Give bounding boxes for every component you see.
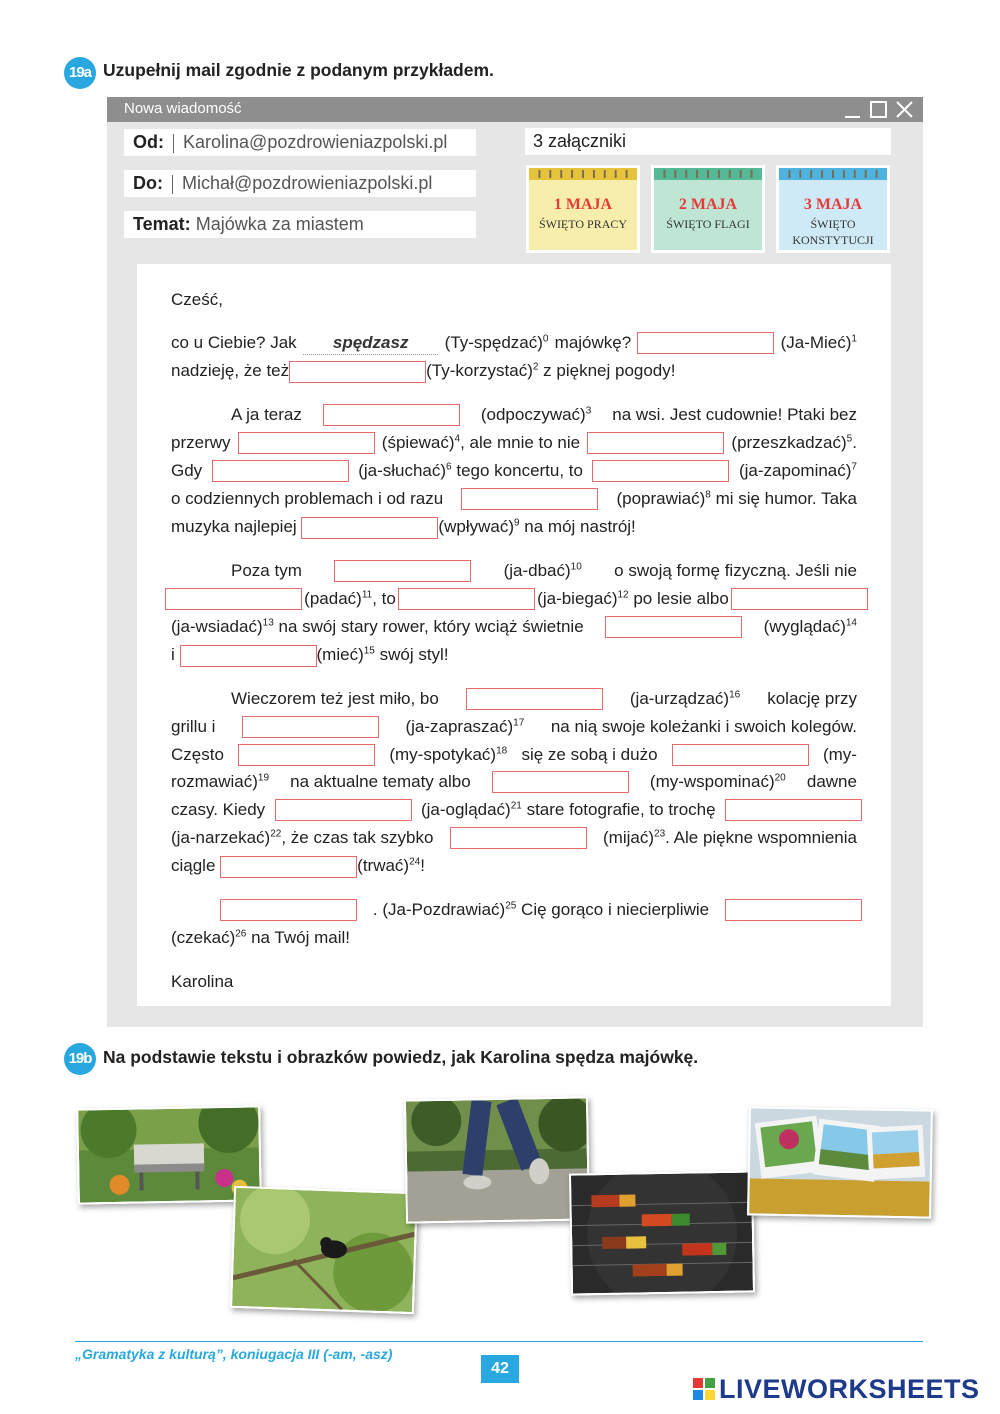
calendar-ring (751, 170, 753, 178)
letter-line: . (Ja-Pozdrawiać)$^{25}$ Cię gorąco i niecierpliwie (220, 899, 862, 921)
from-value: Karolina@pozdrowieniazpolski.pl (183, 132, 448, 152)
calendar-ring (799, 170, 801, 178)
letter-greeting: Cześć, (171, 290, 223, 309)
task-badge-19b: 19b (64, 1043, 96, 1075)
letter-line: ciągle (trwać)$^{24}$! (171, 855, 857, 878)
attachment-date: 3 MAJA (803, 196, 863, 213)
answer-blank-2[interactable] (289, 361, 426, 383)
answer-blank-4[interactable] (238, 432, 375, 454)
answer-blank-16[interactable] (466, 688, 603, 710)
liveworksheets-logo (693, 1374, 980, 1405)
answer-blank-21[interactable] (275, 799, 412, 821)
answer-blank-5[interactable] (587, 432, 724, 454)
letter-line: nadzieję, że też (Ty-korzystać)$^2$ z pięknej pogody! (171, 360, 857, 383)
letter-line: grillu i (ja-zapraszać)$^{17}$ na nią swoje koleżanki i swoich kolegów. (171, 717, 857, 736)
calendar-ring (707, 170, 709, 178)
calendar-ring (821, 170, 823, 178)
subject-label: Temat: (133, 214, 191, 234)
attachment-calendar-2[interactable] (651, 165, 765, 253)
calendar-ring (843, 170, 845, 178)
answer-blank-1[interactable] (637, 332, 774, 354)
letter-line: (czekać)$^{26}$ na Twój mail! (171, 928, 350, 947)
calendar-ring (663, 170, 665, 178)
answer-blank-15[interactable] (180, 645, 317, 667)
letter-line: Poza tym (ja-dbać)$^{10}$ o swoją formę fizyczną. Jeśli nie (231, 561, 857, 580)
letter-line: rozmawiać)$^{19}$ na aktualne tematy albo (my-wspominać)$^{20}$ dawne (171, 772, 857, 791)
answer-blank-6[interactable] (212, 460, 349, 482)
example-answer: spędzasz (303, 332, 439, 355)
task-title-19b: Na podstawie tekstu i obrazków powiedz, jak Karolina spędza majówkę. (103, 1047, 699, 1067)
letter-line: (padać)$^{11}$, to (ja-biegać)$^{12}$ po lesie albo (165, 588, 868, 610)
from-label: Od: (133, 132, 164, 152)
task-badge-19a: 19a (64, 57, 96, 89)
answer-blank-9[interactable] (301, 517, 438, 539)
letter-line: czasy. Kiedy (ja-oglądać)$^{21}$ stare fotografie, to trochę (171, 799, 862, 821)
letter-line: Często (my-spotykać)$^{18}$ się ze sobą i dużo (my- (171, 745, 857, 764)
task-title-19a: Uzupełnij mail zgodnie z podanym przykładem. (103, 60, 494, 80)
calendar-ring (538, 170, 540, 178)
answer-blank-22[interactable] (725, 799, 862, 821)
answer-blank-24[interactable] (220, 856, 357, 878)
attachment-date: 2 MAJA (678, 196, 738, 213)
answer-blank-17[interactable] (242, 716, 379, 738)
letter-line: (ja-narzekać)$^{22}$, że czas tak szybko (mijać)$^{23}$. Ale piękne wspomnienia (171, 828, 857, 847)
calendar-ring (674, 170, 676, 178)
calendar-ring (615, 170, 617, 178)
bird-on-branch-photo (230, 1186, 418, 1314)
calendar-ring (832, 170, 834, 178)
window-title: Nowa wiadomość (124, 100, 242, 117)
subject-value: Majówka za miastem (195, 214, 364, 234)
calendar-rings-icon (779, 168, 887, 180)
calendar-ring (593, 170, 595, 178)
old-photos-photo (747, 1106, 933, 1218)
calendar-ring (696, 170, 698, 178)
calendar-ring (685, 170, 687, 178)
attachment-date: 1 MAJA (553, 196, 613, 213)
answer-blank-19[interactable] (672, 744, 809, 766)
liveworksheets-grid-icon (693, 1378, 715, 1400)
from-field (124, 129, 476, 156)
to-field (124, 170, 476, 197)
footer-divider (75, 1341, 923, 1342)
answer-blank-20[interactable] (492, 771, 629, 793)
answer-blank-14[interactable] (605, 616, 742, 638)
runner-photo (404, 1096, 590, 1223)
maximize-icon[interactable] (869, 100, 888, 119)
calendar-rings-icon (654, 168, 762, 180)
attachment-calendar-3[interactable] (776, 165, 890, 253)
page-number: 42 (481, 1355, 519, 1383)
letter-line: (ja-wsiadać)$^{13}$ na swój stary rower, który wciąż świetnie (wyglądać)$^{14}$ (171, 617, 857, 636)
calendar-ring (865, 170, 867, 178)
answer-blank-7[interactable] (592, 460, 729, 482)
answer-blank-13[interactable] (731, 588, 868, 610)
close-icon[interactable] (895, 100, 914, 119)
calendar-ring (788, 170, 790, 178)
minimize-icon[interactable] (843, 100, 862, 119)
answer-blank-11[interactable] (165, 588, 302, 610)
calendar-ring (626, 170, 628, 178)
calendar-ring (571, 170, 573, 178)
answer-blank-3[interactable] (323, 404, 460, 426)
attachment-name: ŚWIĘTO PRACY (538, 217, 628, 231)
window-titlebar (107, 97, 923, 122)
letter-line: co u Ciebie? Jak spędzasz (Ty-spędzać)$^0$ majówkę? (Ja-Mieć)$^1$ (171, 332, 857, 355)
attachments-label: 3 załączniki (525, 128, 891, 155)
to-label: Do: (133, 173, 163, 193)
brand-name: LIVEWORKSHEETS (719, 1374, 980, 1404)
answer-blank-12[interactable] (398, 588, 535, 610)
answer-blank-26[interactable] (725, 899, 862, 921)
calendar-ring (582, 170, 584, 178)
letter-line: i (mieć)$^{15}$ swój styl! (171, 644, 857, 667)
letter-line: o codziennych problemach i od razu (poprawiać)$^8$ mi się humor. Taka (171, 489, 857, 508)
subject-field (124, 211, 476, 238)
calendar-ring (549, 170, 551, 178)
answer-blank-23[interactable] (450, 827, 587, 849)
calendar-rings-icon (529, 168, 637, 180)
calendar-ring (718, 170, 720, 178)
letter-line: Gdy (ja-słuchać)$^6$ tego koncertu, to (ja-zapominać)$^7$ (171, 461, 857, 480)
calendar-ring (876, 170, 878, 178)
letter-line: A ja teraz (odpoczywać)$^3$ na wsi. Jest cudownie! Ptaki bez (231, 405, 857, 424)
answer-blank-25[interactable] (220, 899, 357, 921)
answer-blank-8[interactable] (461, 488, 598, 510)
grill-photo (569, 1170, 755, 1295)
calendar-ring (810, 170, 812, 178)
letter-line: muzyka najlepiej (wpływać)$^9$ na mój nastrój! (171, 516, 857, 539)
to-value: Michał@pozdrowieniazpolski.pl (182, 173, 433, 193)
answer-blank-18[interactable] (238, 744, 375, 766)
calendar-ring (560, 170, 562, 178)
footer-source: „Gramatyka z kulturą”, koniugacja III (-am, -asz) (75, 1346, 393, 1362)
calendar-ring (729, 170, 731, 178)
attachment-calendar-1[interactable] (526, 165, 640, 253)
letter-line: przerwy (śpiewać)$^4$, ale mnie to nie (przeszkadzać)$^5$. (171, 433, 857, 452)
letter-signature: Karolina (171, 972, 234, 991)
answer-blank-10[interactable] (334, 560, 471, 582)
calendar-ring (854, 170, 856, 178)
attachment-name: ŚWIĘTO KONSTYTUCJI (792, 217, 874, 247)
letter-line: Wieczorem też jest miło, bo (ja-urządzać)$^{16}$ kolację przy (231, 689, 857, 708)
attachment-name: ŚWIĘTO FLAGI (666, 217, 750, 231)
calendar-ring (604, 170, 606, 178)
calendar-ring (740, 170, 742, 178)
